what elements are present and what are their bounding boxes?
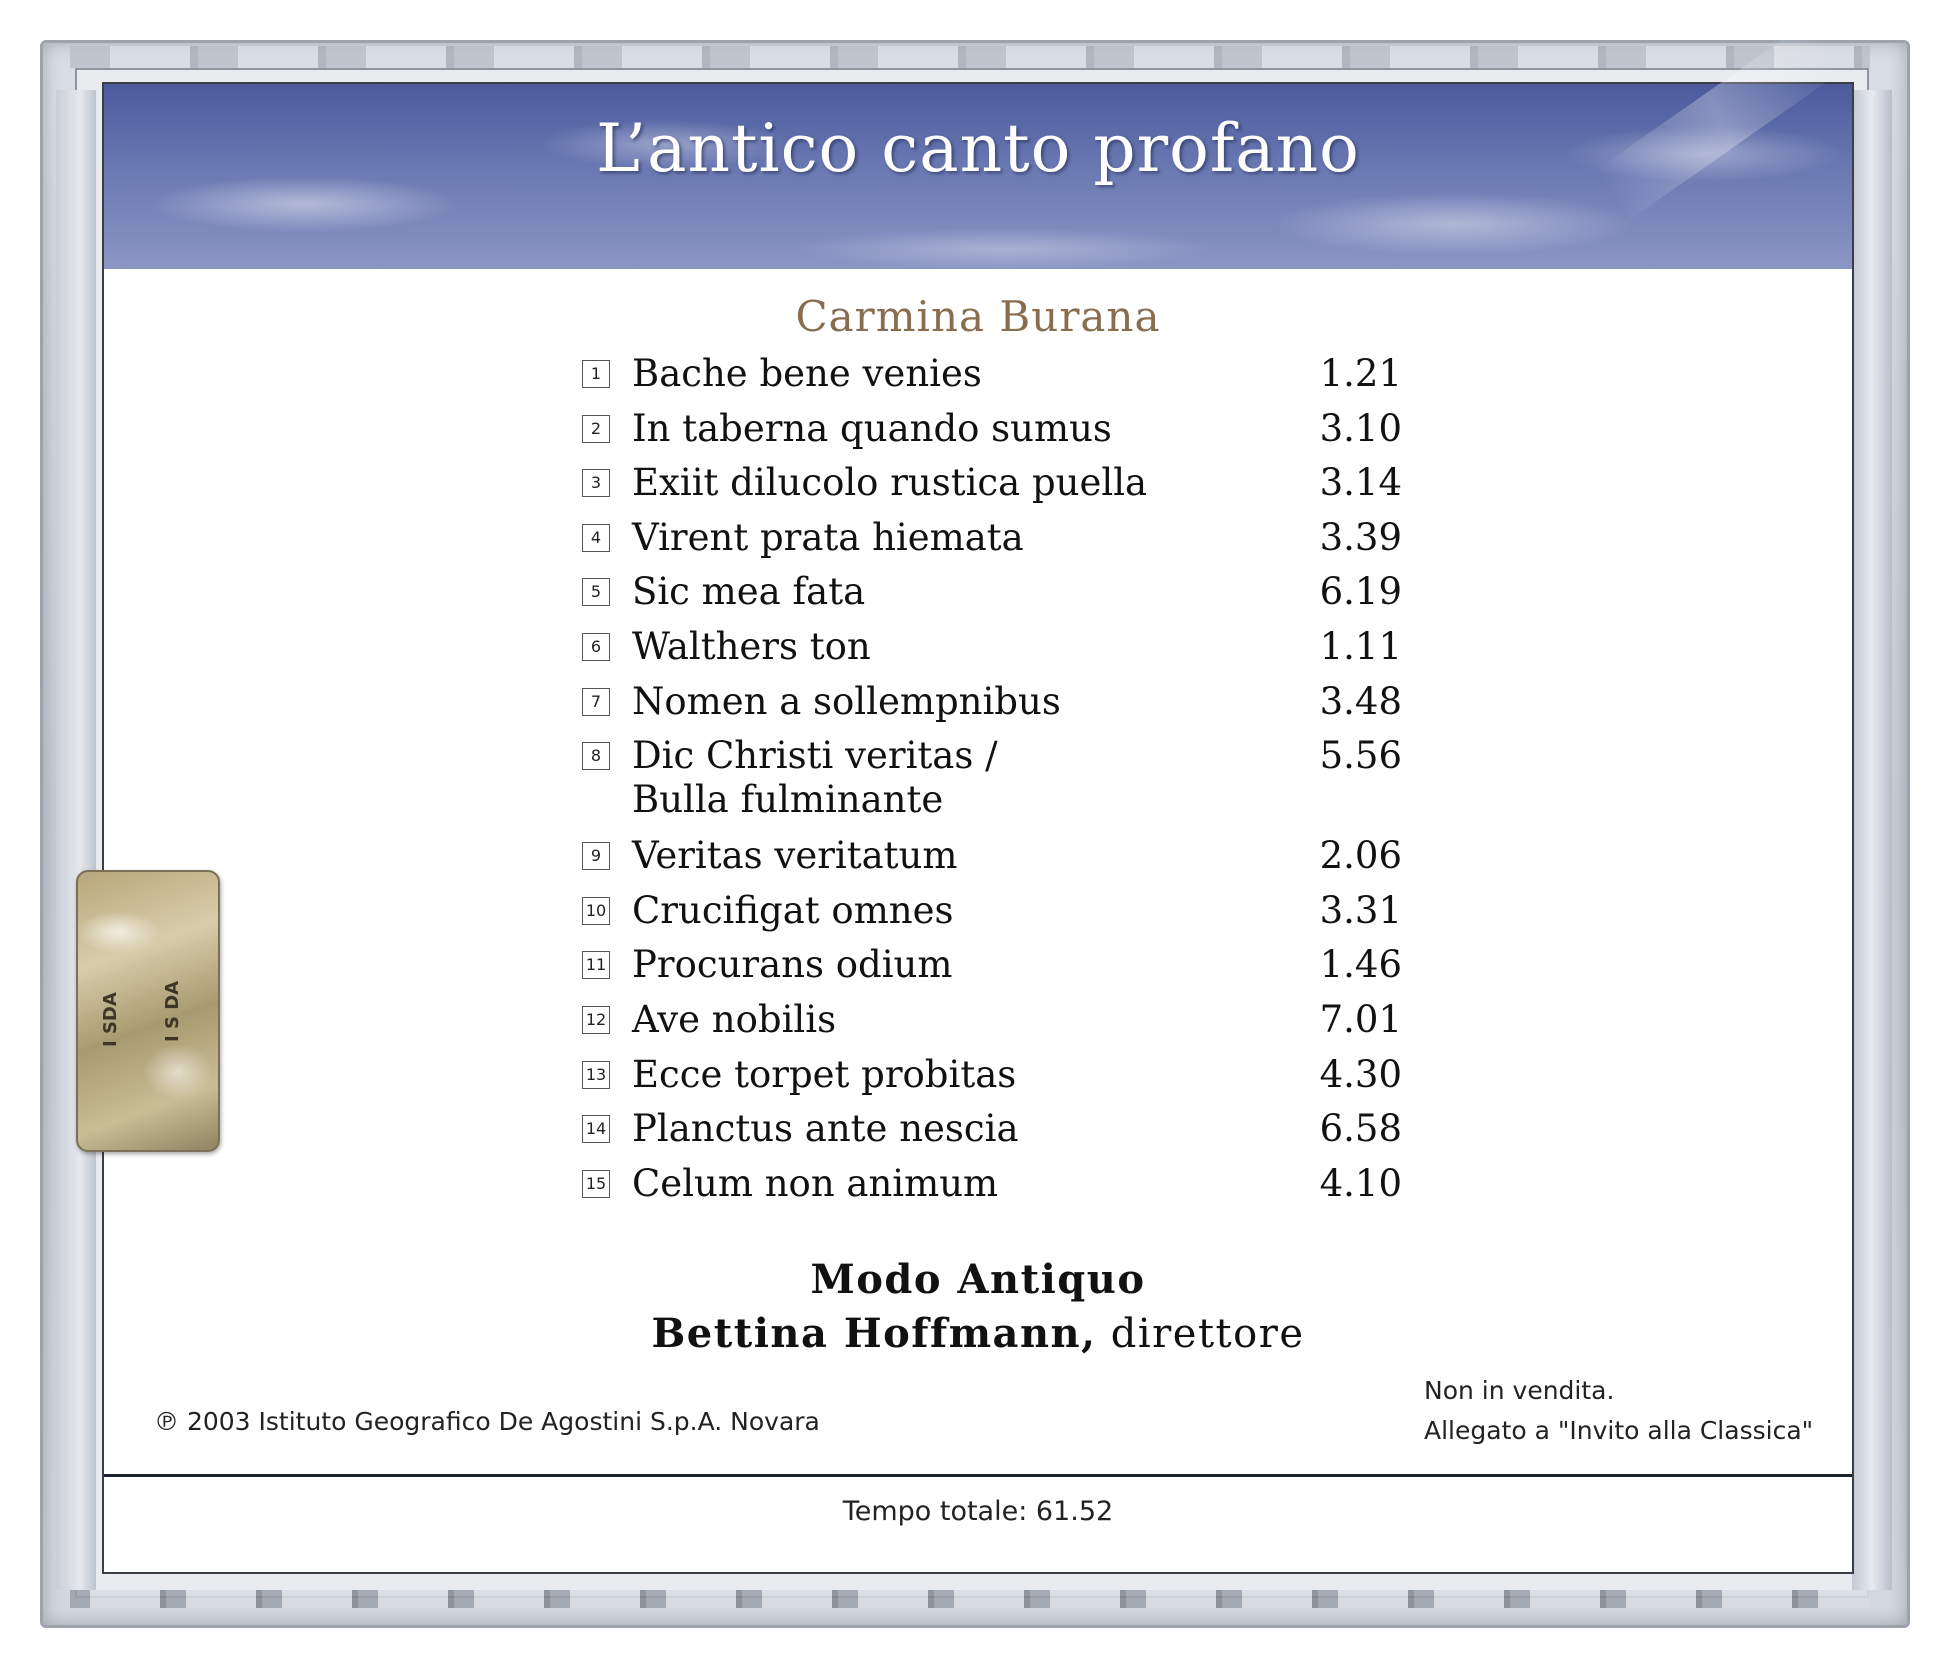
track-duration: 7.01	[1319, 997, 1402, 1041]
track-row	[582, 570, 1402, 625]
track-row	[582, 1053, 1402, 1108]
sale-notice-line-2: Allegato a "Invito alla Classica"	[1424, 1416, 1814, 1445]
track-row	[582, 516, 1402, 571]
back-insert	[102, 82, 1854, 1574]
track-number: 9	[582, 842, 610, 870]
track-row	[582, 625, 1402, 680]
case-spine-left	[56, 90, 96, 1590]
track-number: 3	[582, 469, 610, 497]
track-title: Planctus ante nescia	[632, 1107, 1019, 1151]
track-row	[582, 998, 1402, 1053]
track-duration: 6.19	[1319, 570, 1402, 614]
track-duration: 3.48	[1319, 679, 1402, 723]
track-number: 4	[582, 524, 610, 552]
track-number: 6	[582, 633, 610, 661]
sale-notice-line-1: Non in vendita.	[1424, 1376, 1615, 1405]
title-banner	[104, 84, 1852, 269]
track-title: Nomen a sollempnibus	[632, 679, 1061, 723]
track-title: Veritas veritatum	[632, 834, 958, 878]
track-number: 13	[582, 1061, 610, 1089]
track-number: 11	[582, 951, 610, 979]
track-duration: 3.10	[1319, 406, 1402, 450]
track-number: 5	[582, 578, 610, 606]
sticker-text-right: I S DA	[162, 980, 183, 1042]
track-title: Crucifigat omnes	[632, 888, 954, 932]
conductor-line	[104, 1310, 1852, 1357]
track-number: 7	[582, 688, 610, 716]
album-series-title: L’antico canto profano	[596, 110, 1360, 187]
track-number: 8	[582, 742, 610, 770]
case-hinge-top	[70, 46, 1870, 68]
ensemble-name: Modo Antiquo	[810, 1256, 1146, 1303]
track-duration: 3.14	[1319, 461, 1402, 505]
conductor-name: Bettina Hoffmann,	[651, 1310, 1097, 1357]
track-number: 15	[582, 1170, 610, 1198]
total-time: Tempo totale: 61.52	[842, 1496, 1114, 1527]
hologram-sticker	[76, 870, 220, 1152]
track-row	[582, 734, 1402, 834]
sticker-text-left: I SDA	[100, 992, 121, 1047]
track-row	[582, 461, 1402, 516]
album-title: Carmina Burana	[795, 292, 1161, 341]
track-title: Procurans odium	[632, 943, 953, 987]
track-duration: 1.46	[1319, 943, 1402, 987]
track-list	[582, 352, 1402, 1216]
footer-divider	[104, 1474, 1852, 1477]
track-title: Exiit dilucolo rustica puella	[632, 461, 1148, 505]
track-title: Bache bene venies	[632, 352, 982, 395]
track-duration: 4.30	[1319, 1052, 1402, 1096]
track-row	[582, 1107, 1402, 1162]
case-hinge-bottom	[70, 1590, 1870, 1608]
track-duration: 6.58	[1319, 1107, 1402, 1151]
track-title: In taberna quando sumus	[632, 406, 1112, 450]
conductor-role: direttore	[1110, 1311, 1305, 1357]
track-number: 2	[582, 415, 610, 443]
case-spine-right	[1852, 90, 1892, 1590]
track-duration: 1.11	[1319, 624, 1402, 668]
track-number: 14	[582, 1115, 610, 1143]
track-duration: 3.39	[1319, 515, 1402, 559]
track-title: Virent prata hiemata	[632, 515, 1024, 559]
track-title: Ecce torpet probitas	[632, 1052, 1017, 1096]
track-row	[582, 889, 1402, 944]
track-row	[582, 407, 1402, 462]
track-row	[582, 352, 1402, 407]
track-number: 1	[582, 360, 610, 388]
track-row	[582, 943, 1402, 998]
track-row	[582, 834, 1402, 889]
track-duration: 2.06	[1319, 834, 1402, 878]
track-title: Walthers ton	[632, 624, 871, 668]
track-title: Ave nobilis	[632, 997, 837, 1041]
track-duration: 5.56	[1319, 734, 1402, 778]
track-title: Celum non animum	[632, 1161, 999, 1205]
track-row	[582, 680, 1402, 735]
track-duration: 3.31	[1319, 888, 1402, 932]
track-number: 12	[582, 1006, 610, 1034]
track-title: Dic Christi veritas / Bulla fulminante	[632, 734, 998, 822]
sale-notice	[1424, 1371, 1813, 1451]
track-duration: 1.21	[1319, 352, 1402, 395]
track-row	[582, 1162, 1402, 1217]
track-duration: 4.10	[1319, 1161, 1402, 1205]
track-number: 10	[582, 897, 610, 925]
track-title: Sic mea fata	[632, 570, 866, 614]
copyright-notice: ℗ 2003 Istituto Geografico De Agostini S.p.A. Novara	[154, 1407, 820, 1436]
